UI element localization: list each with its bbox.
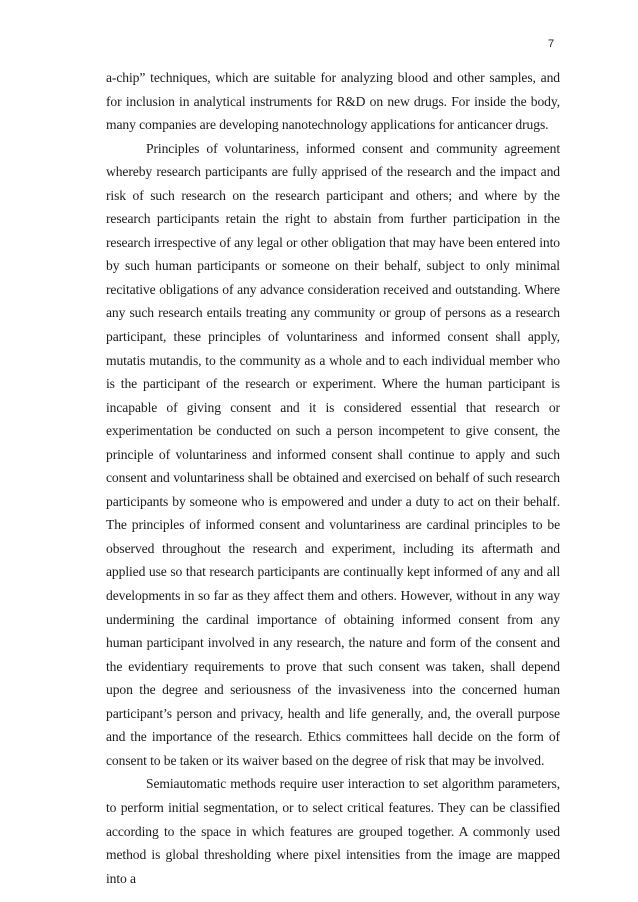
page-number: 7 — [548, 38, 555, 50]
paragraph-semiautomatic-methods: Semiautomatic methods require user interaction to set algorithm parameters, to perform initial segmentation, or to select critical features. They can be classified according to the space in which features are grouped together. A commonly used method is global thresholding where pixel intensities from the image are mapped into a — [106, 776, 560, 886]
body-text — [106, 66, 560, 890]
paragraph-nanotech-continuation: a-chip” techniques, which are suitable for analyzing blood and other samples, and for inclusion in analytical instruments for R&D on new drugs. For inside the body, many companies are developing nanotechnology applications for anticancer drugs. — [106, 70, 560, 133]
paragraph-informed-consent: Principles of voluntariness, informed consent and community agreement whereby research participants are fully apprised of the research and the impact and risk of such research on the research participant and others; and where by the research participants retain the right to abstain from further participation in the research irrespective of any legal or other obligation that may have been entered into by such human participants or someone on their behalf, subject to only minimal recitative obligations of any advance consideration received and outstanding. Where any such research entails treating any community or group of persons as a research participant, these principles of voluntariness and informed consent shall apply, mutatis mutandis, to the community as a whole and to each individual member who is the participant of the research or experiment. Where the human participant is incapable of giving consent and it is considered essential that research or experimentation be conducted on such a person incompetent to give consent, the principle of voluntariness and informed consent shall continue to apply and such consent and voluntariness shall be obtained and exercised on behalf of such research participants by someone who is empowered and under a duty to act on their behalf. The principles of informed consent and voluntariness are cardinal principles to be observed throughout the research and experiment, including its aftermath and applied use so that research participants are continually kept informed of any and all developments in so far as they affect them and others. However, without in any way undermining the cardinal importance of obtaining informed consent from any human participant involved in any research, the nature and form of the consent and the evidentiary requirements to prove that such consent was taken, shall depend upon the degree and seriousness of the invasiveness into the concerned human participant’s person and privacy, health and life generally, and, the overall purpose and the importance of the research. Ethics committees hall decide on the form of consent to be taken or its waiver based on the degree of risk that may be involved. — [106, 140, 560, 768]
